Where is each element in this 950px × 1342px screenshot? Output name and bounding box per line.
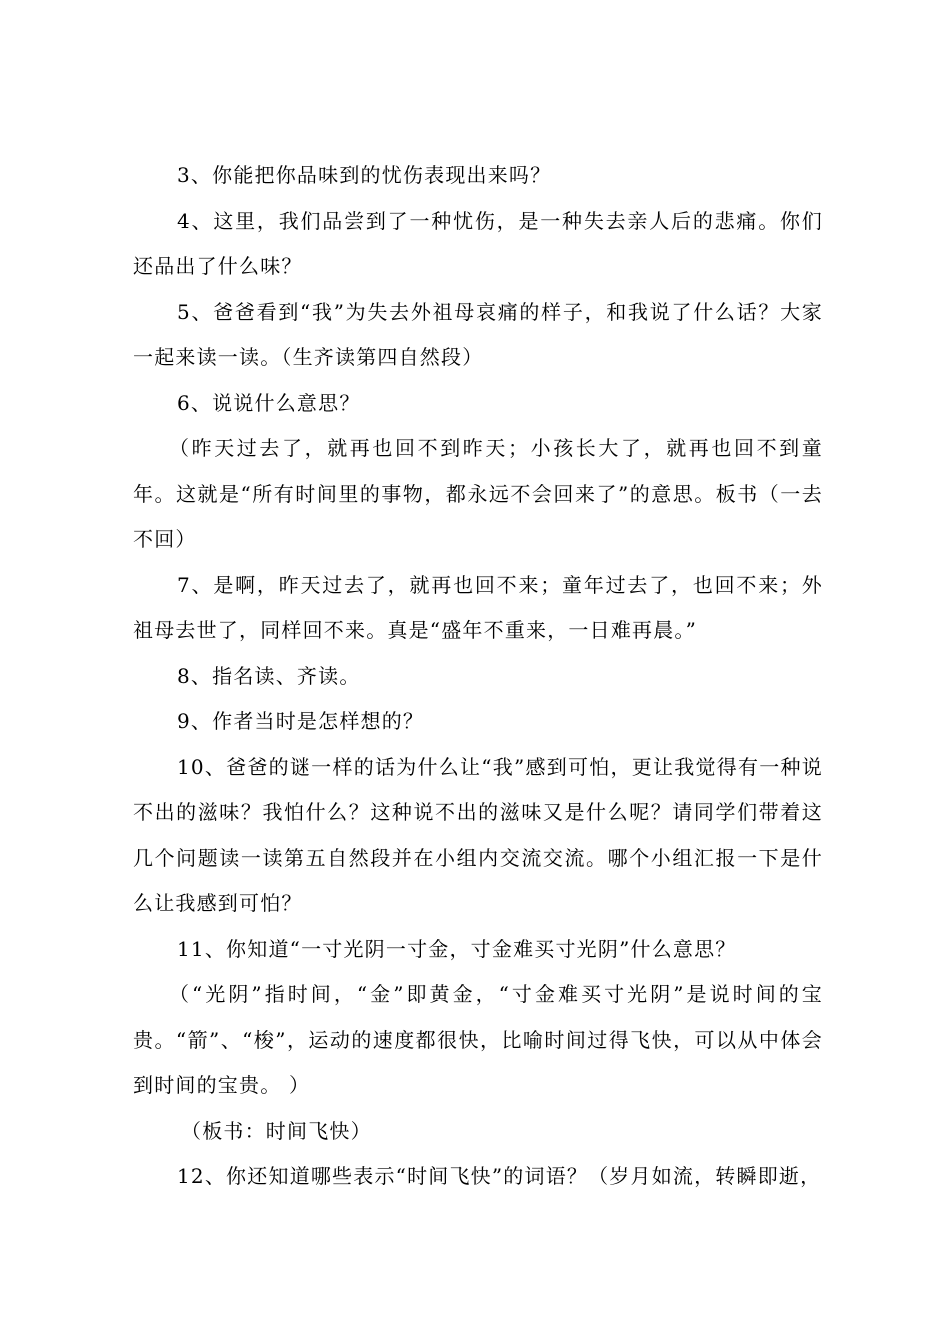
paragraph-question-6: 6、说说什么意思？ [177,390,361,415]
paragraph-answer-6: （昨天过去了，就再也回不到昨天；小孩长大了，就再也回不到童年。这就是“所有时间里的事物，都永远不会回来了”的意思。板书（一去不回） [133,436,823,551]
paragraph-question-12: 12、你还知道哪些表示“时间飞快”的词语？（岁月如流，转瞬即逝， [177,1164,822,1188]
paragraph-question-11: 11、你知道“一寸光阴一寸金，寸金难买寸光阴”什么意思？ [177,936,737,961]
paragraph-question-4: 4、这里，我们品尝到了一种忧伤，是一种失去亲人后的悲痛。你们还品出了什么味？ [133,208,823,278]
paragraph-question-7: 7、是啊，昨天过去了，就再也回不来；童年过去了，也回不来；外祖母去世了，同样回不来。真是“盛年不重来，一日难再晨。” [133,572,823,642]
paragraph-board-note: （板书：时间飞快） [181,1118,372,1143]
paragraph-question-8: 8、指名读、齐读。 [177,663,361,688]
document-body [133,153,823,1200]
paragraph-question-3: 3、你能把你品味到的忧伤表现出来吗？ [177,163,552,187]
paragraph-question-9: 9、作者当时是怎样想的？ [177,709,425,733]
paragraph-question-5: 5、爸爸看到“我”为失去外祖母哀痛的样子，和我说了什么话？大家一起来读一读。（生齐读第四自然段） [133,299,823,369]
paragraph-question-10: 10、爸爸的谜一样的话为什么让“我”感到可怕，更让我觉得有一种说不出的滋味？我怕什么？这种说不出的滋味又是什么呢？请同学们带着这几个问题读一读第五自然段并在小组内交流交流。哪个小组汇报一下是什么让我感到可怕？ [133,754,823,915]
paragraph-answer-11: （“光阴”指时间，“金”即黄金，“寸金难买寸光阴”是说时间的宝贵。“箭”、“梭”，运动的速度都很快，比喻时间过得飞快，可以从中体会到时间的宝贵。 ） [133,982,823,1097]
